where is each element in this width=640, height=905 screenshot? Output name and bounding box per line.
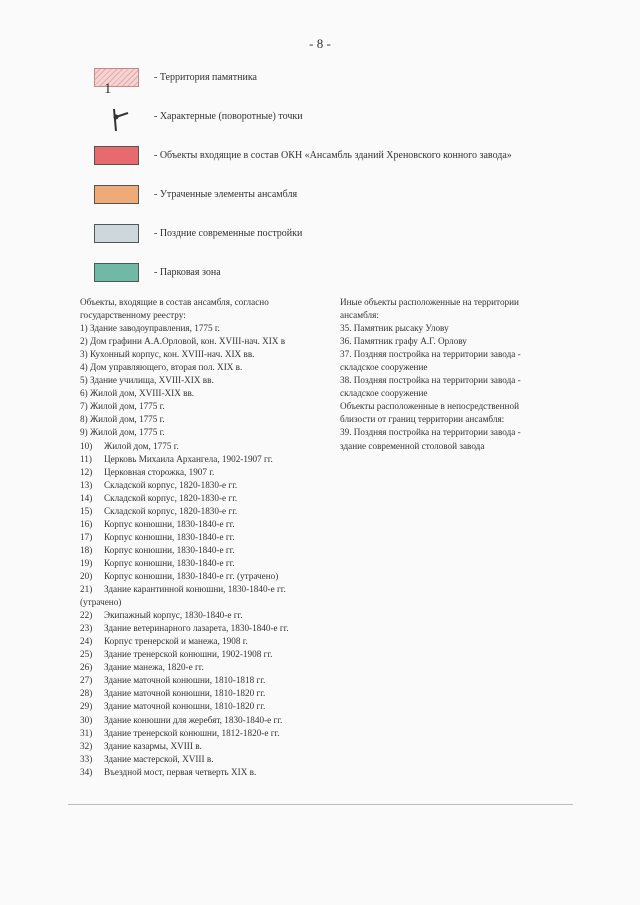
- list-item-number: 13): [80, 479, 93, 490]
- list-item-text: Здание тренерской конюшни, 1902-1908 гг.: [104, 649, 273, 660]
- legend-item-park-zone: [94, 261, 614, 300]
- list-item-continuation: складское сооружение: [340, 388, 428, 399]
- legend-label: - Объекты входящие в состав ОКН «Ансамбль зданий Хреновского конного завода»: [154, 150, 512, 161]
- legend-item-lost-elements: [94, 183, 614, 222]
- list-item: [80, 570, 340, 583]
- list-item-continuation: (утрачено): [80, 597, 122, 608]
- list-item-text: Здание конюшни для жеребят, 1830-1840-е гг.: [104, 714, 283, 725]
- list-item: [80, 727, 340, 740]
- footer-divider: [68, 804, 573, 805]
- list-item: [80, 714, 340, 727]
- legend-label: - Утраченные элементы ансамбля: [154, 189, 298, 200]
- list-item-number: 30): [80, 714, 93, 725]
- list-item: [80, 440, 340, 453]
- list-item-text: Здание маточной конюшни, 1810-1818 гг.: [104, 675, 266, 686]
- list-item-number: 31): [80, 727, 93, 738]
- list-item: 4) Дом управляющего, вторая пол. XIX в.: [80, 362, 243, 373]
- list-item-text: Церковь Михаила Архангела, 1902-1907 гг.: [104, 453, 273, 464]
- list-item: 7) Жилой дом, 1775 г.: [80, 401, 165, 412]
- legend-label: - Парковая зона: [154, 267, 221, 278]
- list-item: [80, 740, 340, 753]
- list-item: 38. Поздняя постройка на территории завода -: [340, 375, 521, 386]
- list-item: [80, 635, 340, 648]
- list-item-number: 11): [80, 453, 92, 464]
- legend-label: - Территория памятника: [154, 72, 257, 83]
- list-item-number: 18): [80, 544, 93, 555]
- list-item-text: Корпус конюшни, 1830-1840-е гг.: [104, 544, 235, 555]
- list-item-text: Жилой дом, 1775 г.: [104, 440, 179, 451]
- list-item-text: Корпус конюшни, 1830-1840-е гг.: [104, 518, 235, 529]
- list-item: [80, 466, 340, 479]
- legend-label: - Поздние современные постройки: [154, 228, 303, 239]
- list-item: 1) Здание заводоуправления, 1775 г.: [80, 323, 220, 334]
- list-heading: ансамбля:: [340, 310, 379, 321]
- legend-item-monument-territory: [94, 66, 614, 105]
- list-heading: близости от границ территории ансамбля:: [340, 414, 505, 425]
- list-item-number: 22): [80, 610, 93, 621]
- list-item-text: Здание казармы, XVIII в.: [104, 740, 202, 751]
- list-item: [80, 557, 340, 570]
- list-item: [80, 753, 340, 766]
- list-item-number: 17): [80, 531, 93, 542]
- list-item: [80, 661, 340, 674]
- list-item-text: Здание манежа, 1820-е гг.: [104, 662, 204, 673]
- list-item-number: 27): [80, 675, 93, 686]
- list-item-text: Здание ветеринарного лазарета, 1830-1840-е гг.: [104, 623, 289, 634]
- list-item-number: 28): [80, 688, 93, 699]
- turning-point-marker-icon: [94, 81, 139, 135]
- list-item-number: 12): [80, 466, 93, 477]
- list-item: [80, 518, 340, 531]
- list-item: [80, 609, 340, 622]
- list-item: [80, 492, 340, 505]
- list-item-text: Складской корпус, 1820-1830-е гг.: [104, 479, 238, 490]
- registry-objects-list: [80, 296, 340, 779]
- list-item-text: Корпус тренерской и манежа, 1908 г.: [104, 636, 248, 647]
- orange-swatch-icon: [94, 185, 139, 204]
- list-item-number: 33): [80, 753, 93, 764]
- list-item: [80, 531, 340, 544]
- list-item-number: 16): [80, 518, 93, 529]
- turning-point-number: 1: [104, 81, 112, 97]
- list-item-continuation: складское сооружение: [340, 362, 428, 373]
- list-item: [80, 687, 340, 700]
- list-item: 8) Жилой дом, 1775 г.: [80, 414, 165, 425]
- legend-item-turning-points: [94, 81, 614, 144]
- map-legend: [94, 66, 614, 300]
- list-item: 39. Поздняя постройка на территории завода -: [340, 427, 521, 438]
- list-heading: Иные объекты расположенные на территории: [340, 297, 519, 307]
- list-item-text: Здание тренерской конюшни, 1812-1820-е гг.: [104, 727, 280, 738]
- list-heading: Объекты, входящие в состав ансамбля, согласно: [80, 297, 269, 307]
- light-blue-swatch-icon: [94, 224, 139, 243]
- page-number: - 8 -: [309, 36, 331, 51]
- list-item-text: Корпус конюшни, 1830-1840-е гг. (утрачено): [104, 570, 279, 581]
- list-item-number: 26): [80, 662, 93, 673]
- list-item-text: Здание маточной конюшни, 1810-1820 гг.: [104, 688, 266, 699]
- list-heading: государственному реестру:: [80, 310, 186, 321]
- list-item: 6) Жилой дом, XVIII-XIX вв.: [80, 388, 195, 399]
- list-item-number: 23): [80, 623, 93, 634]
- list-item-number: 15): [80, 505, 93, 516]
- legend-item-ensemble-objects: [94, 144, 614, 183]
- green-swatch-icon: [94, 263, 139, 282]
- list-item: [80, 479, 340, 492]
- list-item-text: Корпус конюшни, 1830-1840-е гг.: [104, 557, 235, 568]
- red-swatch-icon: [94, 146, 139, 165]
- list-item-number: 19): [80, 557, 93, 568]
- list-item-text: Экипажный корпус, 1830-1840-е гг.: [104, 610, 243, 621]
- list-item: [80, 700, 340, 713]
- list-item: [80, 505, 340, 518]
- other-objects-list: [340, 296, 570, 453]
- list-item: [80, 544, 340, 557]
- list-item-text: Въездной мост, первая четверть XIX в.: [104, 766, 257, 777]
- list-item-number: 29): [80, 701, 93, 712]
- list-item: [80, 766, 340, 779]
- legend-item-modern-buildings: [94, 222, 614, 261]
- list-item: [80, 674, 340, 687]
- list-item: 9) Жилой дом, 1775 г.: [80, 427, 165, 438]
- list-item-text: Корпус конюшни, 1830-1840-е гг.: [104, 531, 235, 542]
- list-item: 5) Здание училища, XVIII-XIX вв.: [80, 375, 214, 386]
- list-item-number: 20): [80, 570, 93, 581]
- list-item-number: 32): [80, 740, 93, 751]
- legend-label: - Характерные (поворотные) точки: [154, 111, 303, 122]
- list-item-text: Складской корпус, 1820-1830-е гг.: [104, 505, 238, 516]
- list-item: 3) Кухонный корпус, кон. XVIII-нач. XIX вв.: [80, 349, 255, 360]
- list-item-continuation: здание современной столовой завода: [340, 440, 485, 451]
- list-item-number: 10): [80, 440, 93, 451]
- list-item-text: Здание маточной конюшни, 1810-1820 гг.: [104, 701, 266, 712]
- list-item: [80, 583, 340, 596]
- list-item-text: Складской корпус, 1820-1830-е гг.: [104, 492, 238, 503]
- list-item-number: 34): [80, 766, 93, 777]
- list-item: [80, 453, 340, 466]
- list-item-text: Церковная сторожка, 1907 г.: [104, 466, 215, 477]
- list-item-number: 24): [80, 636, 93, 647]
- list-item: 2) Дом графини А.А.Орловой, кон. XVIII-нач. XIX в: [80, 336, 286, 347]
- list-item-text: Здание карантинной конюшни, 1830-1840-е гг.: [104, 584, 286, 595]
- list-item-number: 25): [80, 649, 93, 660]
- list-heading: Объекты расположенные в непосредственной: [340, 401, 519, 412]
- hatched-pink-swatch-icon: [94, 68, 139, 87]
- list-item: [80, 648, 340, 661]
- list-item-number: 21): [80, 584, 93, 595]
- list-item-text: Здание мастерской, XVIII в.: [104, 753, 214, 764]
- list-item: 36. Памятник графу А.Г. Орлову: [340, 336, 467, 347]
- list-item: 35. Памятник рысаку Улову: [340, 323, 449, 334]
- list-item: 37. Поздняя постройка на территории завода -: [340, 349, 521, 360]
- list-item-number: 14): [80, 492, 93, 503]
- list-item: [80, 622, 340, 635]
